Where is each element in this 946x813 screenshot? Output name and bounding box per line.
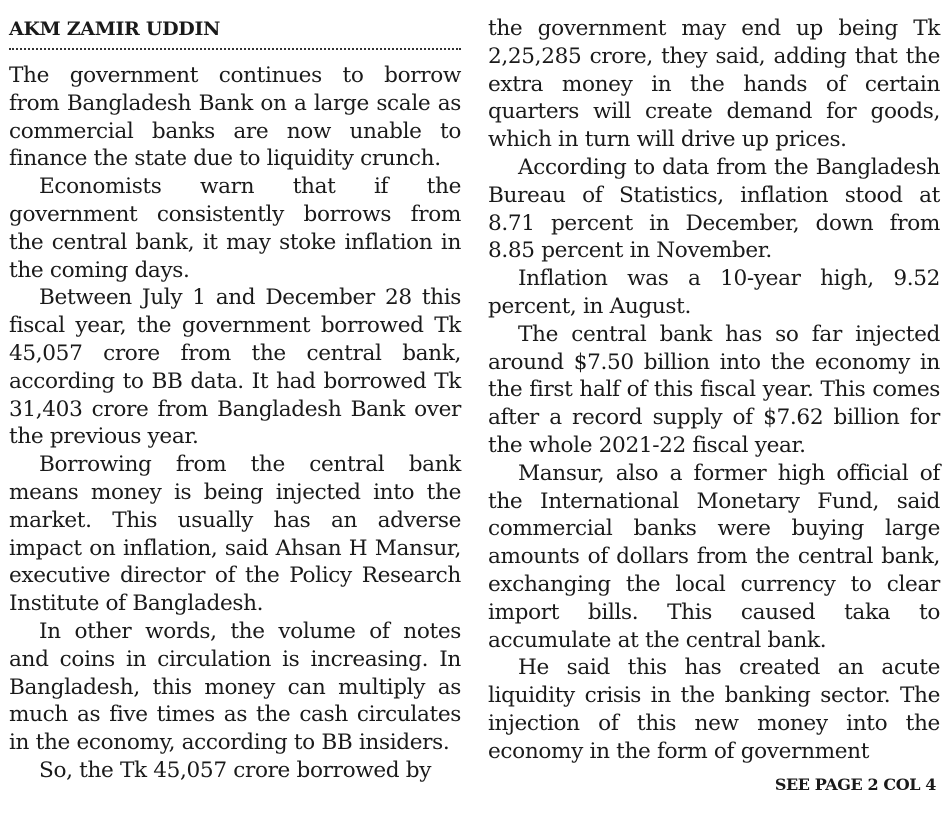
paragraph: According to data from the Bangladesh Bureau of Statistics, inflation stood at 8.71 percent in December, down from 8.85 percent in November. xyxy=(488,154,940,264)
article-column-right xyxy=(488,15,940,766)
paragraph: The government continues to borrow from Bangladesh Bank on a large scale as commercial banks are now unable to finance the state due to liquidity crunch. xyxy=(9,63,461,172)
paragraph: the government may end up being Tk 2,25,285 crore, they said, adding that the extra money in the hands of certain quarters will create demand for goods, which in turn will drive up prices. xyxy=(488,16,940,153)
paragraph: Inflation was a 10-year high, 9.52 percent, in August. xyxy=(488,266,940,319)
paragraph: In other words, the volume of notes and coins in circulation is increasing. In Bangladesh, this money can multiply as much as five times as the cash circulates in the economy, according to BB insiders. xyxy=(9,618,461,756)
paragraph: The central bank has so far injected around $7.50 billion into the economy in the first half of this fiscal year. This comes after a record supply of $7.62 billion for the whole 2021-22 fiscal year. xyxy=(488,321,940,458)
paragraph: Economists warn that if the government consistently borrows from the central bank, it may stoke inflation in the coming days. xyxy=(9,174,461,283)
paragraph: Mansur, also a former high official of the International Monetary Fund, said commercial banks were buying large amounts of dollars from the central bank, exchanging the local currency to clear import bills. This caused taka to accumulate at the central bank. xyxy=(488,460,940,653)
paragraph: Between July 1 and December 28 this fiscal year, the government borrowed Tk 45,057 crore from the central bank, according to BB data. It had borrowed Tk 31,403 crore from Bangladesh Bank over the previous year. xyxy=(9,285,461,450)
paragraph: So, the Tk 45,057 crore borrowed by xyxy=(39,757,432,783)
paragraph: Borrowing from the central bank means money is being injected into the market. This usually has an adverse impact on inflation, said Ahsan H Mansur, executive director of the Policy Research Institute of Bangladesh. xyxy=(9,452,461,617)
paragraph: He said this has created an acute liquidity crisis in the banking sector. The injection of this new money into the economy in the form of government xyxy=(488,655,940,764)
continued-on-page-note: SEE PAGE 2 COL 4 xyxy=(774,775,936,794)
article-column-left xyxy=(9,0,461,785)
byline: AKM ZAMIR UDDIN xyxy=(9,18,221,40)
byline-divider xyxy=(9,48,461,50)
